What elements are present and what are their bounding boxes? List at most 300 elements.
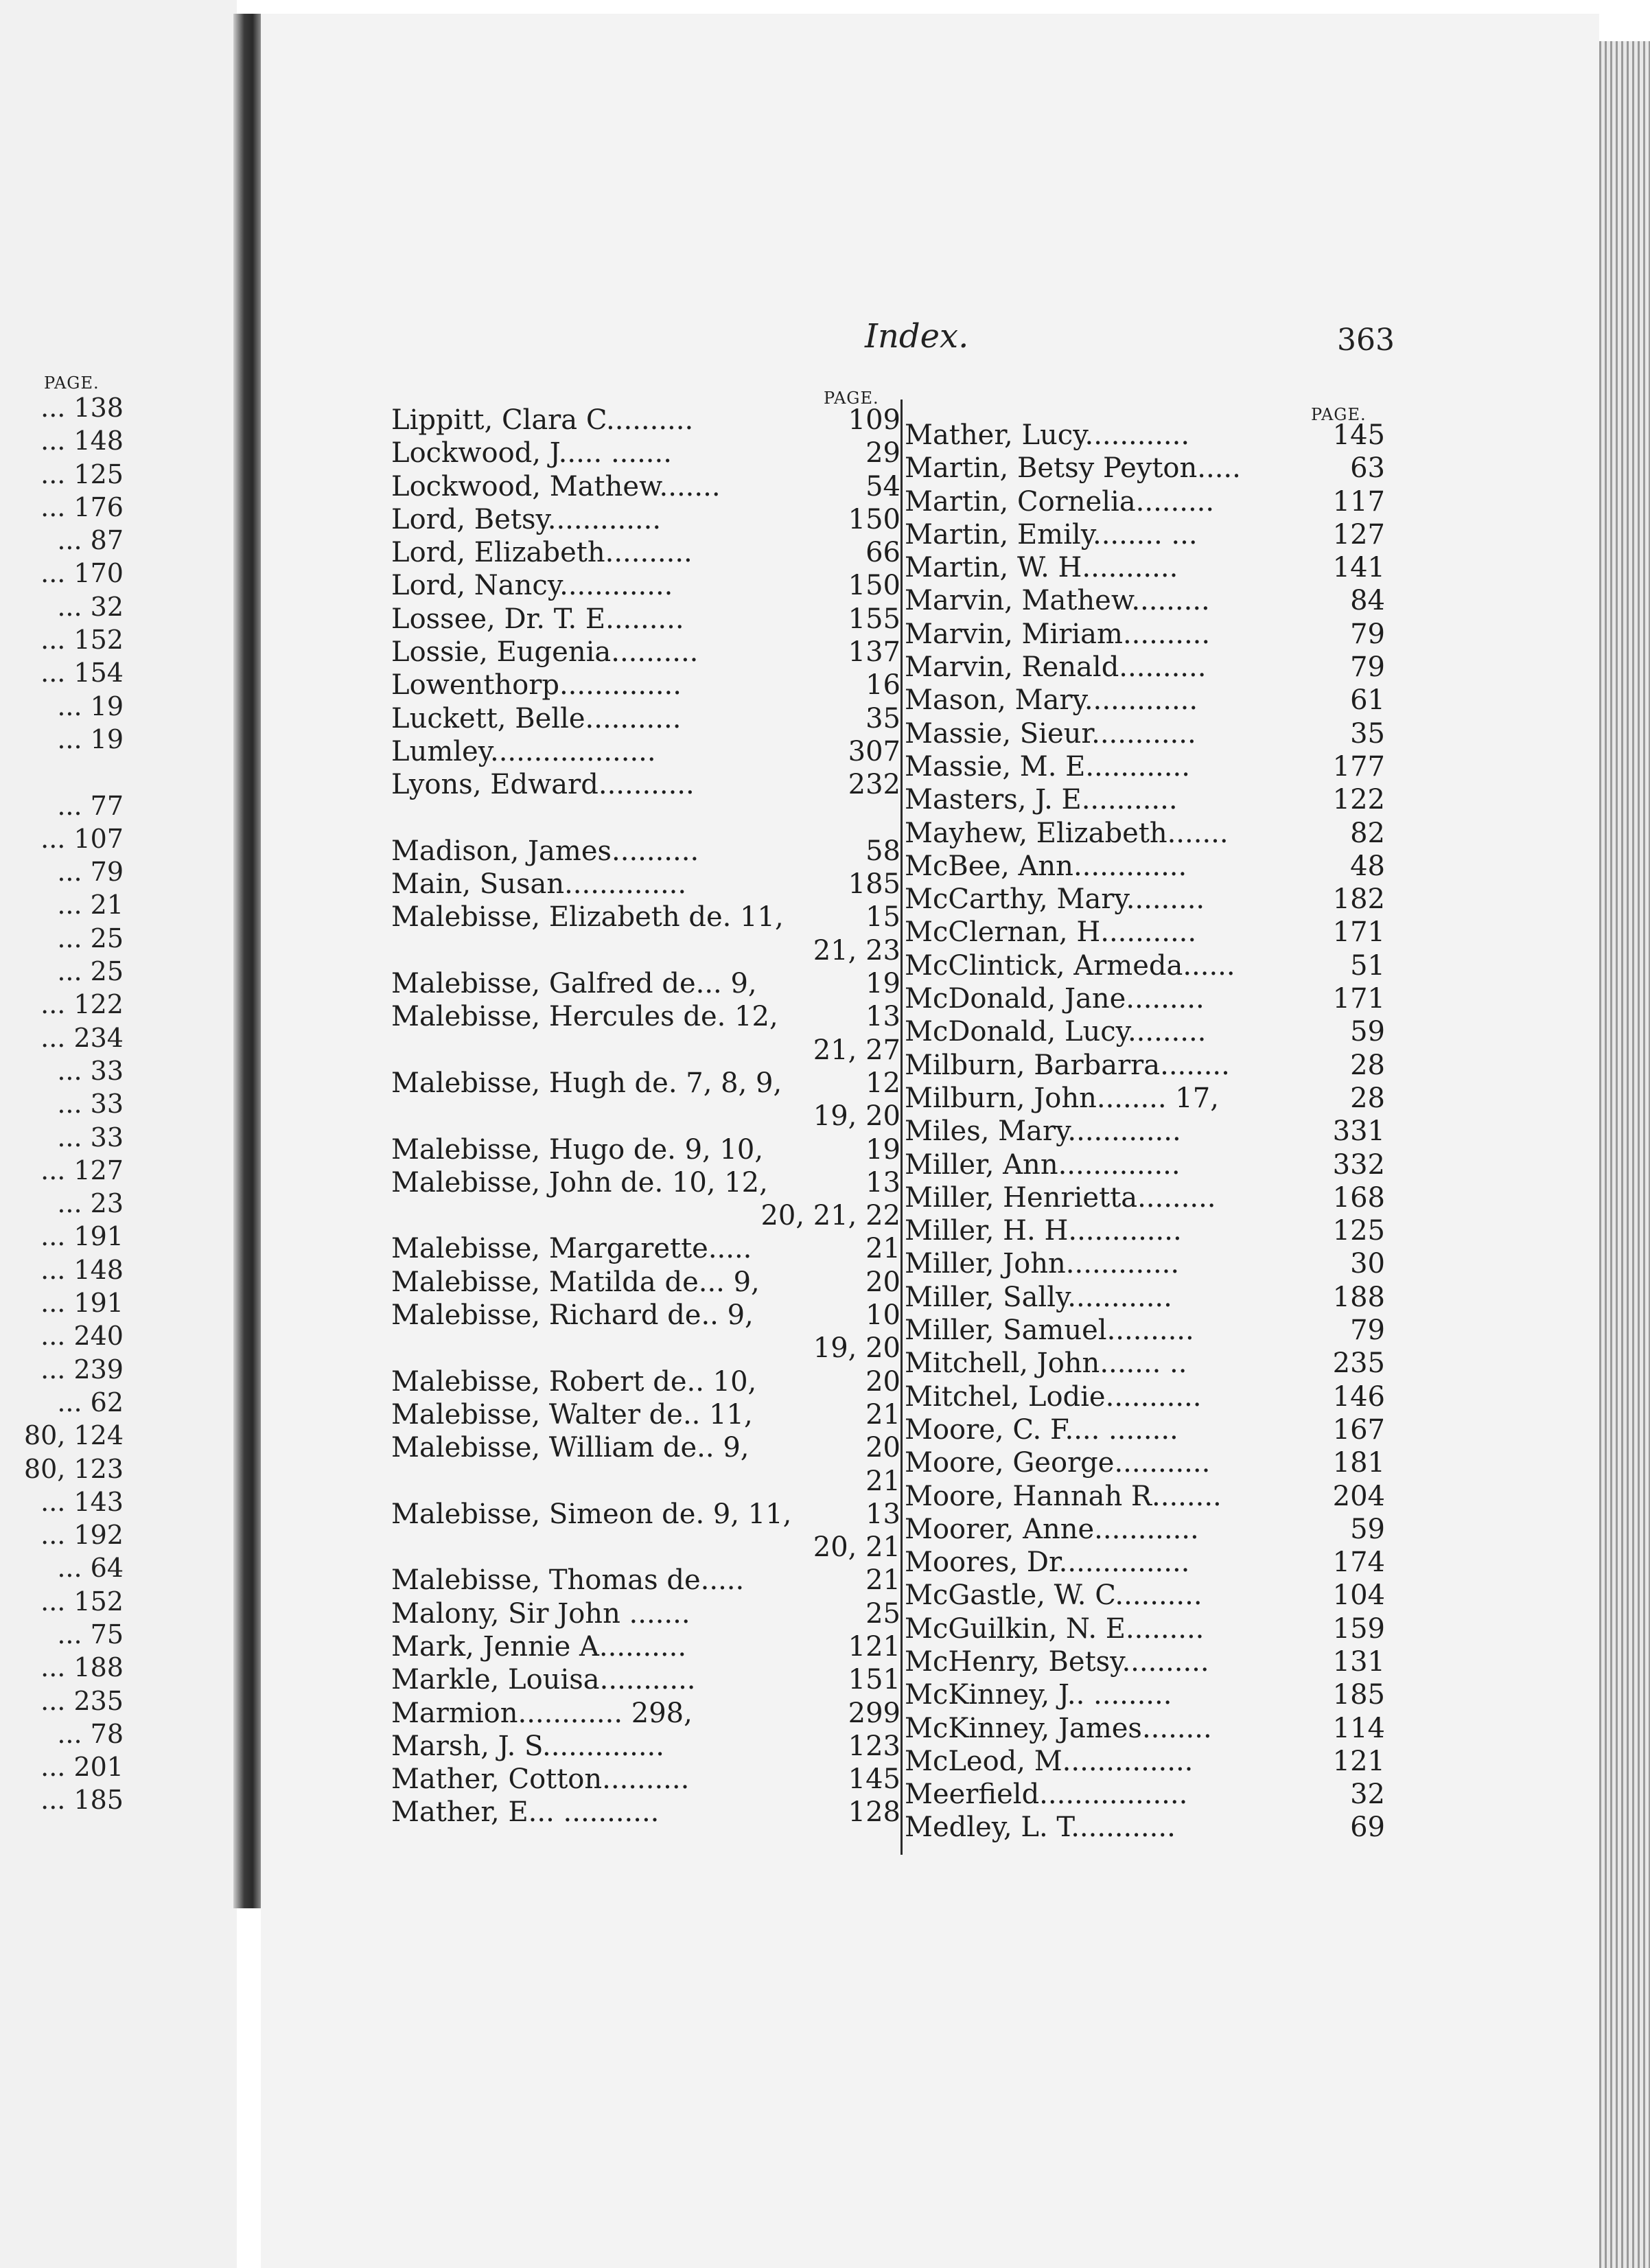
index-entry — [391, 735, 900, 768]
entry-pages: 150 — [848, 570, 900, 602]
entry-pages: 123 — [848, 1730, 900, 1762]
index-entry — [905, 850, 1385, 883]
index-entry — [905, 1281, 1385, 1314]
index-entry — [905, 1247, 1385, 1280]
entry-pages: 21 — [865, 1564, 900, 1597]
entry-name: Malebisse, Richard de.. 9, — [391, 1299, 754, 1332]
entry-name: McClernan, H........... — [905, 916, 1197, 949]
entry-name: Miller, Sally............ — [905, 1281, 1172, 1313]
entry-pages: 59 — [1350, 1513, 1385, 1545]
entry-name: Lord, Betsy............. — [391, 503, 662, 535]
index-entry — [391, 868, 900, 901]
entry-name: Lossee, Dr. T. E......... — [391, 603, 684, 635]
entry-name: Malebisse, Matilda de... 9, — [391, 1266, 760, 1298]
entry-pages: 21 — [865, 1233, 900, 1265]
index-entry — [391, 669, 900, 702]
entry-name: McBee, Ann............. — [905, 850, 1187, 882]
entry-pages: 66 — [865, 537, 900, 569]
entry-name: Moores, Dr............... — [905, 1547, 1190, 1579]
entry-name: Main, Susan.............. — [391, 868, 687, 901]
index-entry — [905, 750, 1385, 783]
left-page-entry-pages: ... 77 — [57, 790, 124, 821]
entry-pages: 235 — [1332, 1347, 1385, 1380]
left-page-entry-pages: ... 176 — [40, 491, 124, 522]
entry-pages: 20 — [865, 1432, 900, 1464]
entry-name: Medley, L. T............ — [905, 1812, 1176, 1844]
entry-name: Malebisse, Walter de.. 11, — [391, 1398, 753, 1431]
entry-pages: 177 — [1332, 750, 1385, 783]
entry-name: Marmion............ 298, — [391, 1697, 693, 1729]
entry-pages: 155 — [848, 603, 900, 635]
index-entry — [905, 1712, 1385, 1745]
index-entry — [391, 1697, 900, 1730]
index-entry — [391, 1431, 900, 1464]
entry-pages: 332 — [1332, 1148, 1385, 1181]
entry-pages: 141 — [1332, 552, 1385, 584]
entry-name: McClintick, Armeda...... — [905, 949, 1235, 982]
index-entry — [905, 1082, 1385, 1115]
entry-pages: 69 — [1350, 1812, 1385, 1844]
left-page-entry-pages: ... 191 — [40, 1288, 124, 1319]
index-entry — [391, 1365, 900, 1398]
entry-name: Mason, Mary............. — [905, 684, 1198, 717]
index-entry — [391, 1465, 900, 1498]
entry-name: Lyons, Edward........... — [391, 769, 695, 801]
left-page-entry-pages: ... 25 — [57, 923, 124, 953]
index-entry — [391, 1299, 900, 1332]
left-page-entry-pages: ... 33 — [57, 1089, 124, 1120]
entry-name: Malebisse, Simeon de. 9, 11, — [391, 1498, 792, 1530]
index-entry — [391, 1564, 900, 1597]
entry-name: Moore, Hannah R........ — [905, 1480, 1222, 1512]
entry-name: Moorer, Anne............ — [905, 1513, 1199, 1545]
left-page-entry-pages: ... 239 — [40, 1354, 124, 1385]
left-page-entry-pages: ... 191 — [40, 1221, 124, 1252]
index-entry — [391, 1199, 900, 1232]
page-edges — [1599, 41, 1650, 2268]
entry-pages: 20 — [865, 1266, 900, 1298]
index-entry — [905, 1148, 1385, 1181]
entry-name: Marvin, Miriam.......... — [905, 618, 1211, 650]
index-entry — [905, 1778, 1385, 1811]
left-page-entry-pages: ... 127 — [40, 1155, 124, 1185]
left-page-entry-pages: ... 188 — [40, 1652, 124, 1683]
left-page-entry-pages: ... 19 — [57, 724, 124, 754]
index-entry — [391, 1100, 900, 1133]
entry-name: Mather, Lucy............ — [905, 419, 1190, 451]
entry-name: Marsh, J. S.............. — [391, 1730, 664, 1762]
entry-pages: 84 — [1350, 585, 1385, 617]
entry-pages: 121 — [848, 1630, 900, 1663]
entry-name: Masters, J. E........... — [905, 784, 1178, 816]
left-page-entry-pages: ... 170 — [40, 558, 124, 589]
index-column-left — [391, 404, 900, 1829]
index-entry — [905, 1480, 1385, 1513]
entry-name: Luckett, Belle........... — [391, 702, 682, 734]
entry-name: Martin, Emily........ ... — [905, 518, 1198, 551]
left-page-entry-pages: ... 152 — [40, 625, 124, 656]
left-page-entry-pages: ... 148 — [40, 426, 124, 456]
entry-pages: 121 — [1332, 1745, 1385, 1777]
entry-name: McKinney, J.. ......... — [905, 1679, 1172, 1711]
index-entry — [905, 982, 1385, 1015]
entry-name: Martin, W. H........... — [905, 552, 1178, 584]
left-page-entry-pages: ... 154 — [40, 658, 124, 688]
index-entry — [391, 768, 900, 801]
left-page-entry-pages: ... 64 — [57, 1553, 124, 1584]
entry-pages: 29 — [865, 437, 900, 470]
entry-name: Mayhew, Elizabeth....... — [905, 817, 1229, 849]
entry-name: Malebisse, John de. 10, 12, — [391, 1166, 768, 1199]
entry-name: Malebisse, Hercules de. 12, — [391, 1001, 778, 1033]
index-entry — [905, 1380, 1385, 1413]
index-entry — [905, 485, 1385, 518]
left-page-heading: PAGE. — [44, 373, 100, 393]
entry-name: Lord, Nancy............. — [391, 570, 673, 602]
index-entry — [391, 1067, 900, 1100]
entry-name: Mather, Cotton.......... — [391, 1763, 690, 1796]
entry-pages: 174 — [1332, 1547, 1385, 1579]
entry-pages: 21, 23 — [813, 934, 900, 967]
index-entry — [391, 1332, 900, 1365]
entry-name: Markle, Louisa........... — [391, 1664, 696, 1696]
left-page-entry-pages: ... 23 — [57, 1188, 124, 1219]
entry-pages: 19, 20 — [813, 1332, 900, 1365]
entry-pages: 127 — [1332, 518, 1385, 551]
index-entry — [905, 717, 1385, 750]
entry-pages: 109 — [848, 404, 900, 436]
index-entry — [905, 684, 1385, 717]
entry-name: Marvin, Renald.......... — [905, 651, 1207, 684]
entry-pages: 21 — [865, 1465, 900, 1497]
entry-pages: 82 — [1350, 817, 1385, 849]
left-page-entry-pages — [0, 756, 124, 789]
entry-pages: 20 — [865, 1365, 900, 1398]
entry-name: McDonald, Jane......... — [905, 983, 1205, 1015]
left-page-page-numbers — [0, 391, 124, 1817]
left-column-heading: PAGE. — [824, 389, 879, 408]
entry-pages: 299 — [848, 1697, 900, 1729]
entry-name: Lockwood, Mathew....... — [391, 470, 721, 502]
entry-pages: 59 — [1350, 1016, 1385, 1048]
left-page-entry-pages: ... 33 — [57, 1122, 124, 1153]
running-title: Index. — [865, 317, 969, 356]
entry-pages: 20, 21, 22 — [760, 1200, 900, 1232]
left-page-entry-pages: ... 25 — [57, 956, 124, 987]
left-page-entry-pages: ... 185 — [40, 1785, 124, 1816]
entry-pages: 122 — [1332, 784, 1385, 816]
entry-name: Martin, Cornelia......... — [905, 485, 1215, 518]
index-entry — [391, 802, 900, 835]
entry-pages: 104 — [1332, 1579, 1385, 1612]
entry-pages: 159 — [1332, 1612, 1385, 1645]
left-page-entry-pages: ... 148 — [40, 1254, 124, 1285]
left-page-entry-pages: ... 235 — [40, 1685, 124, 1716]
entry-name: Milburn, Barbarra........ — [905, 1049, 1230, 1081]
index-entry — [905, 883, 1385, 916]
index-entry — [905, 518, 1385, 551]
index-entry — [905, 783, 1385, 816]
left-page-entry-pages: ... 138 — [40, 393, 124, 423]
index-entry — [905, 618, 1385, 651]
entry-pages: 167 — [1332, 1413, 1385, 1446]
entry-pages: 63 — [1350, 452, 1385, 485]
entry-pages: 19 — [865, 1133, 900, 1166]
left-page-entry-pages: ... 125 — [40, 459, 124, 489]
index-entry — [905, 1347, 1385, 1380]
entry-pages: 30 — [1350, 1248, 1385, 1280]
entry-pages: 145 — [848, 1763, 900, 1796]
entry-pages: 171 — [1332, 983, 1385, 1015]
entry-name: Malebisse, Margarette..... — [391, 1233, 752, 1265]
index-entry — [391, 1597, 900, 1630]
entry-name: Lockwood, J..... ....... — [391, 437, 672, 470]
index-entry — [391, 1498, 900, 1531]
left-page-entry-pages: ... 21 — [57, 890, 124, 921]
entry-pages: 188 — [1332, 1281, 1385, 1313]
entry-pages: 51 — [1350, 949, 1385, 982]
entry-name: Malebisse, Galfred de... 9, — [391, 968, 757, 1000]
entry-pages: 185 — [848, 868, 900, 901]
entry-pages: 185 — [1332, 1679, 1385, 1711]
entry-name: Miller, Ann.............. — [905, 1148, 1181, 1181]
entry-pages: 151 — [848, 1664, 900, 1696]
entry-name: Lippitt, Clara C.......... — [391, 404, 694, 436]
entry-pages: 19 — [865, 968, 900, 1000]
entry-name: Meerfield................. — [905, 1779, 1188, 1811]
left-page-entry-pages: 80, 124 — [23, 1420, 124, 1451]
entry-pages: 168 — [1332, 1181, 1385, 1214]
entry-name: Malebisse, Elizabeth de. 11, — [391, 901, 784, 934]
column-divider — [900, 400, 903, 1855]
index-entry — [905, 651, 1385, 684]
index-entry — [905, 1413, 1385, 1446]
entry-pages: 171 — [1332, 916, 1385, 949]
entry-name: Mather, E... ........... — [391, 1796, 660, 1829]
index-entry — [391, 404, 900, 437]
left-page-entry-pages: 80, 123 — [23, 1453, 124, 1484]
index-entry — [391, 1398, 900, 1431]
index-entry — [905, 1678, 1385, 1711]
entry-name: McDonald, Lucy......... — [905, 1016, 1207, 1048]
left-page-entry-pages: ... 234 — [40, 1022, 124, 1053]
index-entry — [391, 835, 900, 868]
left-page-entry-pages: ... 62 — [57, 1387, 124, 1418]
entry-pages: 28 — [1350, 1049, 1385, 1081]
page-number: 363 — [1337, 323, 1395, 358]
index-entry — [391, 536, 900, 569]
index-entry — [391, 901, 900, 934]
index-entry — [905, 1513, 1385, 1546]
entry-name: Milburn, John........ 17, — [905, 1082, 1219, 1114]
entry-name: Miller, Samuel.......... — [905, 1315, 1194, 1347]
index-entry — [905, 1214, 1385, 1247]
entry-pages: 10 — [865, 1299, 900, 1332]
entry-pages: 21 — [865, 1398, 900, 1431]
entry-pages: 125 — [1332, 1215, 1385, 1247]
entry-pages: 79 — [1350, 618, 1385, 650]
entry-pages: 117 — [1332, 485, 1385, 518]
entry-pages: 35 — [865, 702, 900, 734]
left-page-entry-pages: ... 87 — [57, 525, 124, 556]
entry-name: McGuilkin, N. E......... — [905, 1612, 1205, 1645]
index-entry — [905, 1745, 1385, 1778]
entry-pages: 145 — [1332, 419, 1385, 451]
entry-name: Moore, George........... — [905, 1447, 1211, 1479]
index-entry — [391, 503, 900, 536]
entry-pages: 13 — [865, 1498, 900, 1530]
index-entry — [905, 452, 1385, 485]
left-page-entry-pages: ... 107 — [40, 823, 124, 854]
entry-pages: 331 — [1332, 1115, 1385, 1148]
index-entry — [391, 437, 900, 470]
entry-pages: 137 — [848, 636, 900, 669]
index-entry — [905, 1612, 1385, 1645]
entry-pages: 35 — [1350, 717, 1385, 750]
entry-pages: 20, 21 — [813, 1531, 900, 1564]
left-page-entry-pages: ... 201 — [40, 1752, 124, 1783]
entry-name: Miller, Henrietta......... — [905, 1181, 1216, 1214]
index-entry — [905, 916, 1385, 949]
index-entry — [391, 1266, 900, 1299]
entry-name: McGastle, W. C.......... — [905, 1579, 1202, 1612]
left-page-entry-pages: ... 152 — [40, 1586, 124, 1617]
entry-name: Malebisse, William de.. 9, — [391, 1432, 750, 1464]
index-entry — [905, 1446, 1385, 1479]
index-entry — [391, 1796, 900, 1829]
entry-name: Mark, Jennie A.......... — [391, 1630, 687, 1663]
index-entry — [391, 1034, 900, 1067]
entry-pages: 114 — [1332, 1712, 1385, 1744]
index-column-right — [905, 419, 1385, 1844]
index-entry — [905, 1811, 1385, 1844]
entry-name: Miles, Mary............. — [905, 1115, 1181, 1148]
index-entry — [905, 1546, 1385, 1579]
entry-pages: 181 — [1332, 1447, 1385, 1479]
entry-pages: 15 — [865, 901, 900, 934]
index-entry — [391, 1166, 900, 1199]
entry-name: Malebisse, Hugh de. 7, 8, 9, — [391, 1067, 782, 1099]
left-page-entry-pages: ... 32 — [57, 591, 124, 622]
entry-name: Massie, M. E............ — [905, 750, 1190, 783]
entry-pages: 25 — [865, 1597, 900, 1630]
left-page-entry-pages: ... 78 — [57, 1718, 124, 1749]
entry-name: Mitchell, John....... .. — [905, 1347, 1187, 1380]
entry-name: McLeod, M............... — [905, 1745, 1194, 1777]
entry-pages: 54 — [865, 470, 900, 502]
index-entry — [391, 1232, 900, 1265]
index-entry — [905, 551, 1385, 584]
index-entry — [391, 569, 900, 602]
index-entry — [905, 1115, 1385, 1148]
index-entry — [391, 967, 900, 1000]
entry-name: Madison, James.......... — [391, 835, 699, 867]
entry-pages: 28 — [1350, 1082, 1385, 1114]
entry-name: Marvin, Mathew......... — [905, 585, 1210, 617]
entry-pages: 307 — [848, 735, 900, 767]
left-page-entry-pages: ... 75 — [57, 1619, 124, 1650]
entry-pages: 131 — [1332, 1645, 1385, 1678]
entry-pages: 150 — [848, 503, 900, 535]
entry-pages: 13 — [865, 1001, 900, 1033]
right-column-heading: PAGE. — [1311, 405, 1367, 424]
index-entry — [391, 934, 900, 967]
entry-name: Moore, C. F.... ........ — [905, 1413, 1178, 1446]
index-entry — [905, 949, 1385, 982]
index-entry — [391, 1663, 900, 1696]
entry-pages: 79 — [1350, 1315, 1385, 1347]
entry-pages: 58 — [865, 835, 900, 867]
left-page-entry-pages: ... 79 — [57, 857, 124, 888]
index-entry — [905, 1579, 1385, 1612]
entry-name: Malebisse, Robert de.. 10, — [391, 1365, 757, 1398]
entry-pages: 128 — [848, 1796, 900, 1829]
index-entry — [391, 470, 900, 503]
left-page-entry-pages: ... 192 — [40, 1520, 124, 1551]
index-entry — [905, 1181, 1385, 1214]
entry-name: McKinney, James........ — [905, 1712, 1212, 1744]
entry-pages: 19, 20 — [813, 1100, 900, 1133]
entry-name: Lowenthorp.............. — [391, 669, 682, 702]
index-entry — [391, 1531, 900, 1564]
entry-name: Massie, Sieur............ — [905, 717, 1196, 750]
entry-pages: 204 — [1332, 1480, 1385, 1512]
index-entry — [391, 1730, 900, 1763]
index-entry — [905, 817, 1385, 850]
index-entry — [391, 1133, 900, 1166]
entry-name: Mitchel, Lodie........... — [905, 1380, 1202, 1413]
left-page-entry-pages: ... 19 — [57, 691, 124, 721]
entry-pages: 146 — [1332, 1380, 1385, 1413]
index-entry — [391, 1000, 900, 1033]
entry-name: Miller, John............. — [905, 1248, 1180, 1280]
index-entry — [391, 702, 900, 735]
index-entry — [905, 1049, 1385, 1082]
left-page-entry-pages: ... 240 — [40, 1321, 124, 1352]
entry-name: Lossie, Eugenia.......... — [391, 636, 699, 669]
entry-name: Malony, Sir John ....... — [391, 1597, 690, 1630]
entry-pages: 21, 27 — [813, 1034, 900, 1066]
index-entry — [905, 1645, 1385, 1678]
entry-name: Martin, Betsy Peyton..... — [905, 452, 1241, 485]
entry-pages: 12 — [865, 1067, 900, 1099]
index-entry — [391, 1630, 900, 1663]
entry-name: Lumley................... — [391, 735, 656, 767]
index-entry — [391, 636, 900, 669]
entry-pages: 79 — [1350, 651, 1385, 684]
entry-pages: 61 — [1350, 684, 1385, 717]
left-page-entry-pages: ... 33 — [57, 1055, 124, 1086]
entry-pages: 13 — [865, 1166, 900, 1199]
entry-name: Miller, H. H............. — [905, 1215, 1182, 1247]
index-entry — [391, 603, 900, 636]
entry-pages: 16 — [865, 669, 900, 702]
left-page-entry-pages: ... 122 — [40, 989, 124, 1020]
book-gutter — [233, 14, 261, 1908]
index-entry — [905, 584, 1385, 617]
entry-pages: 182 — [1332, 883, 1385, 916]
index-entry — [391, 1763, 900, 1796]
entry-name: Malebisse, Hugo de. 9, 10, — [391, 1133, 764, 1166]
index-entry — [905, 1314, 1385, 1347]
index-entry — [905, 419, 1385, 452]
entry-name: McCarthy, Mary......... — [905, 883, 1205, 916]
entry-pages: 232 — [848, 769, 900, 801]
entry-name: Malebisse, Thomas de..... — [391, 1564, 745, 1597]
entry-name: McHenry, Betsy.......... — [905, 1645, 1209, 1678]
entry-name: Lord, Elizabeth.......... — [391, 537, 693, 569]
left-page-entry-pages: ... 143 — [40, 1486, 124, 1517]
